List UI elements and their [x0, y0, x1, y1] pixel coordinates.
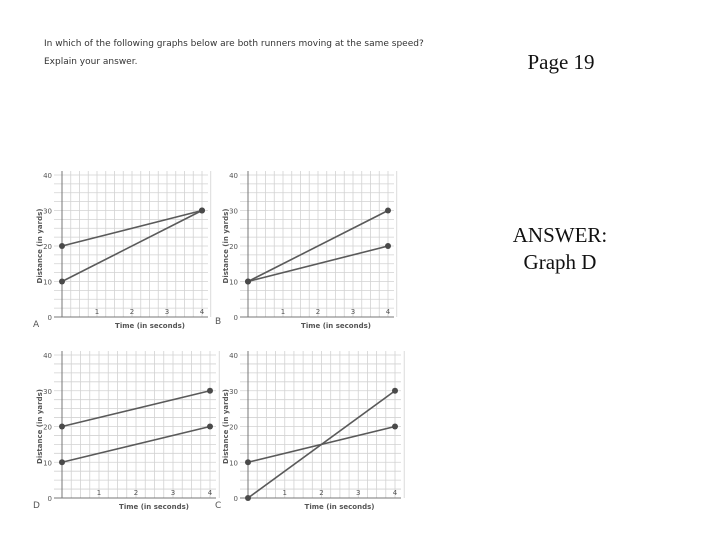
x-tick-label: 1 — [282, 489, 287, 497]
y-tick-label: 40 — [43, 352, 52, 360]
x-tick-label: 1 — [94, 308, 100, 316]
y-axis-title: Distance (in yards) — [36, 389, 44, 464]
graph-a — [33, 171, 211, 330]
data-point — [245, 495, 251, 501]
graph-c — [215, 351, 404, 511]
x-tick-label: 2 — [133, 489, 139, 497]
x-tick-label: 3 — [164, 308, 170, 316]
answer-value: Graph D — [523, 249, 597, 274]
x-tick-label: 4 — [207, 489, 213, 497]
y-tick-label: 10 — [43, 459, 52, 468]
x-tick-label: 1 — [280, 308, 286, 316]
y-tick-label: 10 — [43, 278, 52, 287]
question-line-2: Explain your answer. — [44, 56, 138, 67]
y-tick-label: 20 — [43, 243, 52, 251]
question-line-1: In which of the following graphs below are both runners moving at the same speed? — [44, 39, 424, 49]
data-point — [59, 459, 65, 465]
graph-letter: C — [215, 501, 222, 511]
x-tick-label: 4 — [385, 308, 391, 316]
page-label: Page 19 — [527, 50, 595, 74]
data-point — [59, 279, 65, 285]
answer-label: ANSWER: — [512, 223, 608, 247]
x-tick-label: 3 — [350, 308, 356, 316]
x-axis-title: Time (in seconds) — [304, 503, 375, 511]
data-point — [245, 459, 251, 465]
x-tick-label: 2 — [319, 489, 324, 497]
x-axis-title: Time (in seconds) — [301, 322, 371, 330]
y-axis-title: Distance (in yards) — [222, 389, 230, 464]
graph-letter: A — [33, 320, 40, 330]
y-tick-label: 10 — [229, 459, 238, 468]
y-tick-label: 20 — [229, 423, 238, 432]
graph-b — [215, 171, 397, 330]
y-tick-label: 40 — [229, 172, 238, 180]
data-point — [392, 388, 398, 394]
y-tick-label: 20 — [43, 423, 52, 432]
data-point — [207, 424, 213, 430]
x-tick-label: 4 — [392, 489, 398, 497]
x-tick-label: 4 — [199, 308, 205, 316]
x-tick-label: 3 — [170, 489, 176, 497]
y-tick-label: 0 — [47, 314, 52, 322]
y-tick-label: 40 — [229, 352, 238, 360]
x-tick-label: 2 — [315, 308, 321, 316]
x-axis-title: Time (in seconds) — [115, 322, 185, 330]
data-point — [392, 424, 398, 430]
y-tick-label: 30 — [229, 387, 238, 396]
graph-letter: D — [33, 501, 40, 511]
data-point — [245, 279, 251, 285]
x-tick-label: 1 — [96, 489, 102, 497]
data-point — [199, 208, 205, 214]
y-axis-title: Distance (in yards) — [36, 208, 44, 284]
y-tick-label: 40 — [43, 172, 52, 180]
data-point — [207, 388, 213, 394]
y-tick-label: 10 — [229, 278, 238, 287]
y-tick-label: 0 — [47, 495, 52, 503]
y-tick-label: 30 — [43, 207, 52, 216]
x-axis-title: Time (in seconds) — [119, 503, 189, 511]
data-point — [385, 208, 391, 214]
y-axis-title: Distance (in yards) — [222, 208, 230, 284]
y-tick-label: 0 — [233, 314, 238, 322]
graph-letter: B — [215, 317, 222, 327]
graph-d — [33, 351, 222, 511]
y-tick-label: 30 — [229, 207, 238, 216]
y-tick-label: 20 — [229, 243, 238, 251]
y-tick-label: 30 — [43, 387, 52, 396]
x-tick-label: 3 — [356, 489, 361, 497]
y-tick-label: 0 — [233, 495, 238, 503]
data-point — [59, 424, 65, 430]
data-point — [59, 243, 65, 249]
x-tick-label: 2 — [129, 308, 135, 316]
data-point — [385, 243, 391, 249]
